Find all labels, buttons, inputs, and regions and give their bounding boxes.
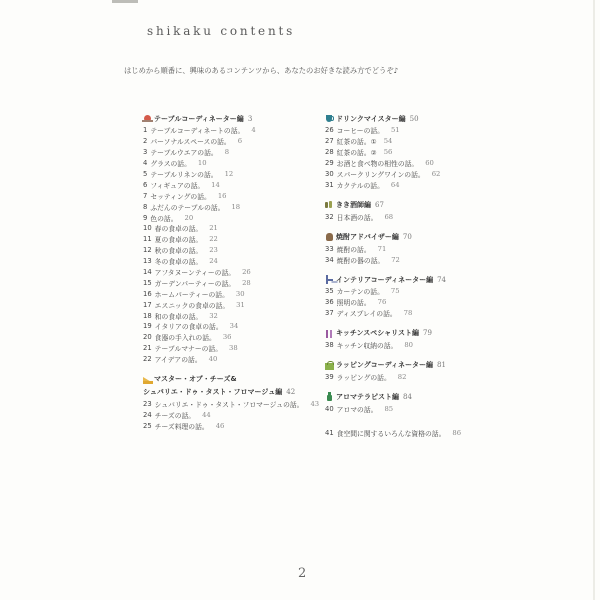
entry-number: 25 xyxy=(143,421,152,430)
entry-number: 20 xyxy=(143,333,152,342)
entry-title: お酒と食べ物の相性の話。 xyxy=(336,160,419,169)
entry-page: 14 xyxy=(211,180,220,189)
entry-page: 6 xyxy=(237,137,243,146)
toc-entry[interactable] xyxy=(143,223,303,234)
toc-entry[interactable] xyxy=(143,299,303,310)
entry-page: 26 xyxy=(242,268,251,277)
entry-page: 40 xyxy=(208,355,218,364)
toc-entry[interactable] xyxy=(325,297,495,308)
entry-page: 43 xyxy=(310,400,320,409)
toc-entry[interactable] xyxy=(143,343,303,354)
page-edge xyxy=(593,0,595,600)
toc-entry[interactable] xyxy=(325,427,495,438)
entry-page: 32 xyxy=(209,311,218,320)
entry-page: 85 xyxy=(384,404,394,413)
entry-title: ふだんのテーブルの話。 xyxy=(150,203,225,212)
section-title: テーブルコーディネーター編 xyxy=(154,114,244,123)
entry-title: キッチン収納の話。 xyxy=(336,342,398,351)
entry-number: 40 xyxy=(325,404,334,413)
entry-page: 12 xyxy=(224,170,234,178)
entry-number: 41 xyxy=(325,428,334,437)
entry-page: 34 xyxy=(229,322,239,331)
entry-title: 春の食卓の話。 xyxy=(154,225,203,234)
entry-title: 色の話。 xyxy=(150,214,178,223)
toc-entry[interactable] xyxy=(143,158,303,169)
section-page: 42 xyxy=(286,388,296,397)
entry-page: 54 xyxy=(383,137,393,146)
toc-entry[interactable] xyxy=(325,125,495,136)
contents-right-column xyxy=(325,112,495,438)
section-spacer xyxy=(325,222,495,230)
toc-entry[interactable] xyxy=(325,147,495,158)
entry-title: カーテンの話。 xyxy=(336,288,384,297)
entry-number: 8 xyxy=(143,202,148,211)
entry-number: 14 xyxy=(143,268,152,277)
entry-number: 15 xyxy=(143,278,152,287)
entry-number: 16 xyxy=(143,289,152,298)
entry-title: コーヒーの話。 xyxy=(336,127,384,136)
entry-page: 64 xyxy=(390,180,400,189)
entry-page: 8 xyxy=(224,148,230,157)
section-page: 74 xyxy=(437,275,447,284)
entry-page: 80 xyxy=(404,341,414,350)
entry-page: 31 xyxy=(236,300,245,309)
entry-title: 焼酎の器の話。 xyxy=(336,256,385,265)
toc-entry[interactable] xyxy=(325,243,495,254)
entry-number: 9 xyxy=(143,213,148,222)
entry-number: 38 xyxy=(325,341,334,350)
aroma-bottle-icon xyxy=(325,392,334,401)
entry-page: 56 xyxy=(383,148,393,157)
entry-page: 75 xyxy=(390,287,400,296)
toc-entry[interactable] xyxy=(143,288,303,299)
entry-title: 紅茶の話。① xyxy=(336,138,377,147)
shochu-jar-icon xyxy=(325,232,334,241)
top-edge-mark xyxy=(112,0,138,3)
entry-page: 38 xyxy=(229,344,238,353)
entry-number: 34 xyxy=(325,255,334,264)
entry-page: 72 xyxy=(391,255,400,264)
section-spacer xyxy=(143,365,303,373)
toc-entry[interactable] xyxy=(143,147,303,158)
entry-number: 18 xyxy=(143,311,152,320)
toc-entry[interactable] xyxy=(143,234,303,245)
entry-page: 30 xyxy=(235,289,245,298)
toc-entry[interactable] xyxy=(325,308,495,319)
entry-number: 1 xyxy=(143,126,148,135)
toc-entry[interactable] xyxy=(325,158,495,169)
entry-title: セッティングの話。 xyxy=(150,192,211,201)
toc-entry[interactable] xyxy=(143,245,303,256)
entry-title: チーズの話。 xyxy=(154,411,196,420)
entry-page: 10 xyxy=(197,159,207,168)
section-spacer xyxy=(325,319,495,327)
section-heading[interactable] xyxy=(325,230,495,243)
entry-number: 39 xyxy=(325,373,334,382)
intro-text: はじめから順番に、興味のあるコンテンツから、あなたのお好きな読み方でどうぞ♪ xyxy=(124,66,399,75)
toc-entry[interactable] xyxy=(325,136,495,147)
entry-number: 22 xyxy=(143,355,152,364)
entry-title: 焼酎の話。 xyxy=(336,245,371,254)
entry-title: ガーデンパーティーの話。 xyxy=(154,279,236,288)
entry-title: テーブルコーディネートの話。 xyxy=(150,127,245,136)
section-heading[interactable] xyxy=(325,327,495,340)
toc-entry[interactable] xyxy=(143,190,303,201)
section-heading[interactable] xyxy=(325,359,495,372)
entry-page: 4 xyxy=(251,126,256,135)
entry-title: パーソナルスペースの話。 xyxy=(150,138,231,147)
section-spacer xyxy=(325,265,495,273)
entry-page: 76 xyxy=(377,298,387,307)
entry-number: 23 xyxy=(143,400,152,409)
entry-page: 28 xyxy=(242,278,251,287)
entry-number: 31 xyxy=(325,180,334,189)
page-title: shikaku contents xyxy=(147,24,296,38)
section-page: 67 xyxy=(375,200,384,209)
toc-entry[interactable] xyxy=(143,267,303,278)
toc-entry[interactable] xyxy=(143,212,303,223)
cup-icon xyxy=(325,114,334,123)
entry-number: 35 xyxy=(325,287,334,296)
section-title: アロマテラピスト編 xyxy=(336,392,399,401)
entry-number: 13 xyxy=(143,257,152,266)
section-title-line2: シュバリエ・ドゥ・タスト・フロマージュ編 xyxy=(143,388,283,397)
entry-title: 和の食卓の話。 xyxy=(154,312,203,321)
section-heading[interactable] xyxy=(143,112,303,125)
entry-title: 日本酒の話。 xyxy=(336,213,378,222)
sake-icon xyxy=(325,200,334,209)
toc-entry[interactable] xyxy=(143,399,320,410)
entry-number: 32 xyxy=(325,212,334,221)
toc-entry[interactable] xyxy=(325,169,495,180)
kitchen-icon xyxy=(325,329,334,338)
section-spacer xyxy=(325,190,495,198)
section-title: インテリアコーディネーター編 xyxy=(336,275,434,284)
entry-title: 紅茶の話。② xyxy=(336,149,377,158)
toc-entry[interactable] xyxy=(325,372,495,383)
entry-title: カクテルの話。 xyxy=(336,181,384,190)
section-title: きき酒師編 xyxy=(336,200,371,209)
section-heading-line2[interactable] xyxy=(143,386,303,399)
entry-number: 24 xyxy=(143,410,152,419)
entry-page: 20 xyxy=(184,213,194,222)
entry-number: 29 xyxy=(325,159,334,168)
toc-entry[interactable] xyxy=(143,169,303,180)
entry-number: 2 xyxy=(143,137,148,146)
section-heading[interactable] xyxy=(325,390,495,403)
entry-number: 28 xyxy=(325,148,334,157)
entry-number: 7 xyxy=(143,191,148,200)
entry-number: 12 xyxy=(143,246,152,255)
toc-entry[interactable] xyxy=(325,340,495,351)
entry-number: 26 xyxy=(325,126,334,135)
entry-number: 4 xyxy=(143,159,148,168)
entry-title: 秋の食卓の話。 xyxy=(154,247,203,256)
entry-number: 3 xyxy=(143,148,148,157)
entry-number: 36 xyxy=(325,298,334,307)
section-spacer xyxy=(325,351,495,359)
toc-entry[interactable] xyxy=(325,211,495,222)
entry-title: シュバリエ・ドゥ・タスト・フロマージュの話。 xyxy=(154,401,304,410)
gift-wrap-icon xyxy=(325,361,334,370)
entry-title: エスニックの食卓の話。 xyxy=(154,301,230,310)
toc-entry[interactable] xyxy=(143,256,303,267)
entry-page: 18 xyxy=(231,202,241,211)
section-page: 81 xyxy=(437,361,446,370)
entry-title: 夏の食卓の話。 xyxy=(154,236,203,245)
entry-title: チーズ料理の話。 xyxy=(154,422,209,431)
entry-title: ラッピングの話。 xyxy=(336,374,391,383)
toc-entry[interactable] xyxy=(325,254,495,265)
toc-entry[interactable] xyxy=(143,354,303,365)
entry-title: アロマの話。 xyxy=(336,405,378,414)
toc-entry[interactable] xyxy=(325,403,495,414)
entry-title: 食空間に関するいろんな資格の話。 xyxy=(336,429,446,438)
entry-page: 71 xyxy=(377,244,387,253)
entry-title: 冬の食卓の話。 xyxy=(154,258,203,267)
entry-number: 17 xyxy=(143,300,152,309)
entry-page: 60 xyxy=(425,159,434,168)
entry-title: フィギュアの話。 xyxy=(150,181,205,190)
toc-entry[interactable] xyxy=(143,136,303,147)
toc-entry[interactable] xyxy=(143,179,303,190)
entry-title: グラスの話。 xyxy=(150,160,191,169)
entry-number: 19 xyxy=(143,322,152,331)
entry-page: 22 xyxy=(209,235,218,244)
toc-entry[interactable] xyxy=(143,125,303,136)
section-spacer xyxy=(325,382,495,390)
section-page: 3 xyxy=(247,114,253,123)
toc-entry[interactable] xyxy=(325,179,495,190)
entry-page: 21 xyxy=(209,224,218,233)
section-title: マスター・オブ・チーズ& xyxy=(154,375,237,384)
entry-page: 36 xyxy=(222,333,232,342)
toc-entry[interactable] xyxy=(143,321,303,332)
entry-page: 86 xyxy=(452,428,462,437)
entry-title: アフタヌーンティーの話。 xyxy=(154,269,236,278)
section-page: 50 xyxy=(409,114,419,123)
section-heading[interactable] xyxy=(325,112,495,125)
entry-number: 33 xyxy=(325,244,334,253)
chair-icon xyxy=(325,275,334,284)
toc-entry[interactable] xyxy=(143,420,303,431)
entry-page: 82 xyxy=(397,373,407,382)
entry-page: 44 xyxy=(202,410,211,419)
section-page: 70 xyxy=(402,232,412,241)
entry-title: アイデアの話。 xyxy=(154,356,202,365)
entry-number: 37 xyxy=(325,309,334,318)
entry-number: 27 xyxy=(325,137,334,146)
entry-title: スパークリングワインの話。 xyxy=(336,171,425,179)
page-number: 2 xyxy=(298,566,307,581)
toc-entry[interactable] xyxy=(143,201,303,212)
section-title: キッチンスペシャリスト編 xyxy=(336,329,420,338)
entry-number: 30 xyxy=(325,170,334,178)
entry-title: ホームパーティーの話。 xyxy=(154,290,229,299)
entry-page: 16 xyxy=(217,191,227,200)
entry-page: 51 xyxy=(390,126,400,135)
toc-entry[interactable] xyxy=(325,286,495,297)
toc-entry[interactable] xyxy=(143,277,303,288)
toc-entry[interactable] xyxy=(143,332,303,343)
entry-page: 24 xyxy=(209,257,218,266)
entry-title: 食器の手入れの話。 xyxy=(154,334,216,343)
section-title: 焼酎アドバイザー編 xyxy=(336,232,399,241)
section-page: 79 xyxy=(423,329,432,338)
entry-number: 5 xyxy=(143,170,148,178)
entry-page: 62 xyxy=(431,170,441,178)
section-title: ラッピングコーディネーター編 xyxy=(336,361,434,370)
section-page: 84 xyxy=(403,392,412,401)
toc-entry[interactable] xyxy=(143,310,303,321)
entry-page: 78 xyxy=(403,309,413,318)
entry-title: ディスプレイの話。 xyxy=(336,310,397,319)
section-heading[interactable] xyxy=(325,273,495,286)
entry-page: 68 xyxy=(384,212,394,221)
cheese-icon xyxy=(143,375,152,384)
entry-number: 6 xyxy=(143,180,148,189)
entry-title: テーブルウエアの話。 xyxy=(150,149,218,158)
entry-number: 11 xyxy=(143,235,152,244)
entry-title: 照明の話。 xyxy=(336,299,371,308)
section-heading[interactable] xyxy=(325,198,495,211)
section-spacer xyxy=(325,414,495,422)
table-setting-icon xyxy=(143,114,152,123)
entry-page: 46 xyxy=(215,421,225,430)
toc-entry[interactable] xyxy=(143,409,303,420)
section-title: ドリンクマイスター編 xyxy=(336,114,406,123)
contents-left-column xyxy=(143,112,320,431)
section-heading[interactable] xyxy=(143,373,303,386)
entry-title: テーブルリネンの話。 xyxy=(150,171,218,179)
entry-title: テーブルマナーの話。 xyxy=(154,345,223,354)
entry-page: 23 xyxy=(209,246,218,255)
entry-number: 10 xyxy=(143,224,152,233)
entry-title: イタリアの食卓の話。 xyxy=(154,323,223,332)
entry-number: 21 xyxy=(143,344,152,353)
